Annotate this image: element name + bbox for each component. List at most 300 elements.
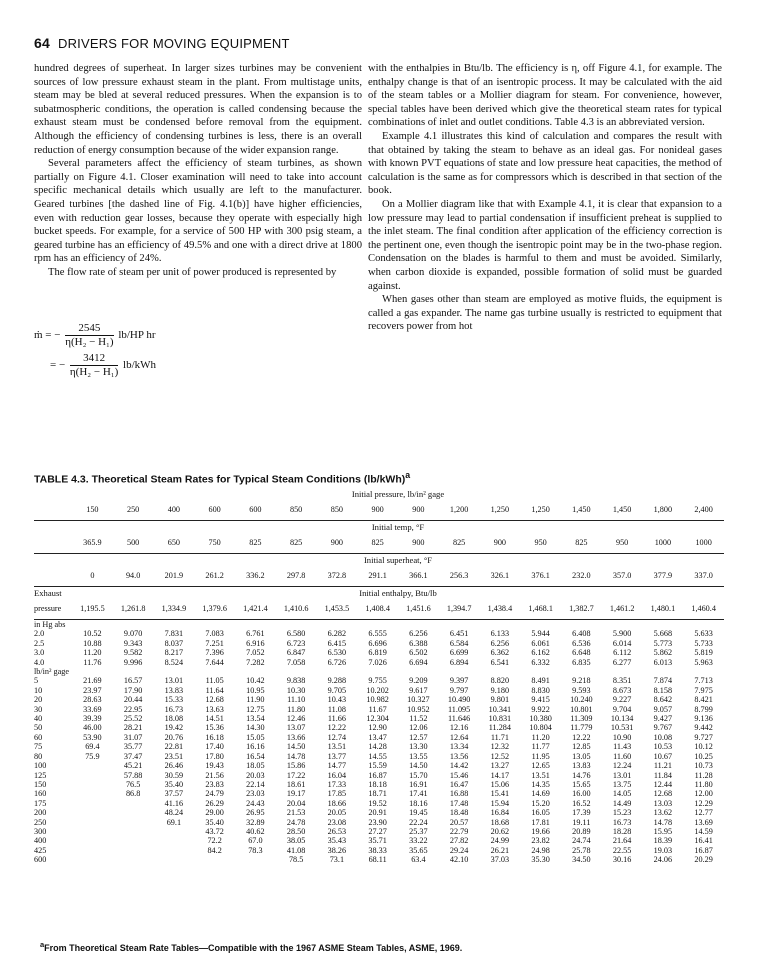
- steam-rate-cell: 28.63: [83, 695, 102, 705]
- temp-cell: 825: [289, 538, 303, 548]
- equation-lb-per-hp: [34, 322, 156, 349]
- steam-rate-cell: 10.804: [529, 723, 552, 733]
- steam-rate-cell: 19.42: [164, 723, 184, 733]
- footnote-mark: a: [40, 940, 45, 949]
- footnote-text: From Theoretical Steam Rate Tables—Compatible with the 1967 ASME Steam Tables, ASME, 1969.: [44, 943, 463, 953]
- enthalpy-cell: 1,408.4: [365, 604, 390, 614]
- table-row: [34, 686, 724, 695]
- steam-rate-cell: 14.50: [409, 761, 428, 771]
- steam-rate-cell: 11.66: [327, 714, 346, 724]
- steam-rate-cell: 9.442: [694, 723, 713, 733]
- temp-cell: 825: [575, 538, 588, 548]
- table-row: [34, 780, 724, 789]
- steam-rate-cell: 41.08: [286, 845, 306, 855]
- steam-rate-cell: 15.46: [449, 770, 469, 780]
- steam-rate-table: [34, 488, 724, 865]
- steam-rate-cell: 16.57: [123, 676, 143, 686]
- steam-rate-cell: 17.81: [531, 817, 550, 827]
- exhaust-pressure: 125: [34, 770, 47, 780]
- exhaust-pressure: 250: [34, 817, 47, 827]
- steam-rate-cell: 18.05: [246, 761, 265, 771]
- steam-rate-cell: 15.70: [409, 770, 428, 780]
- steam-rate-cell: 12.74: [327, 732, 347, 742]
- steam-rate-cell: 6.894: [449, 657, 469, 667]
- equation-unit: lb/HP hr: [118, 329, 156, 342]
- steam-rate-cell: 15.05: [246, 732, 265, 742]
- steam-rate-cell: 23.08: [327, 817, 347, 827]
- steam-rate-cell: 10.53: [653, 742, 673, 752]
- steam-rate-cell: 9.705: [327, 685, 347, 695]
- pressure-cell: 900: [371, 505, 384, 515]
- steam-rate-cell: 11.80: [694, 779, 713, 789]
- steam-rate-cell: 38.05: [286, 836, 306, 846]
- steam-rate-cell: 15.33: [164, 695, 184, 705]
- steam-rate-cell: 11.77: [531, 742, 550, 752]
- steam-rate-cell: 7.083: [205, 629, 224, 639]
- steam-rate-cell: 17.33: [327, 779, 347, 789]
- steam-rate-cell: 8.673: [612, 685, 632, 695]
- steam-rate-cell: 22.95: [123, 704, 143, 714]
- steam-rate-cell: 12.46: [286, 714, 306, 724]
- steam-rate-cell: 29.00: [205, 808, 224, 818]
- steam-rate-cell: 5.963: [694, 657, 713, 667]
- enthalpy-cell: 1,382.7: [569, 604, 594, 614]
- steam-rate-cell: 37.57: [164, 789, 184, 799]
- caption-enthalpy: Initial enthalpy, Btu/lb: [359, 588, 437, 599]
- steam-rate-cell: 41.16: [164, 798, 184, 808]
- steam-rate-cell: 27.27: [368, 826, 387, 836]
- steam-rate-cell: 19.17: [286, 789, 306, 799]
- exhaust-pressure: 80: [34, 751, 43, 761]
- steam-rate-cell: 6.696: [368, 638, 387, 648]
- steam-rate-cell: 7.874: [653, 676, 673, 686]
- steam-rate-cell: 18.28: [612, 826, 632, 836]
- steam-rate-cell: 7.058: [286, 657, 306, 667]
- steam-rate-cell: 39.39: [83, 714, 102, 724]
- steam-rate-cell: 9.838: [286, 676, 306, 686]
- steam-rate-cell: 11.20: [83, 648, 102, 658]
- temp-cell: 900: [412, 538, 425, 548]
- steam-rate-cell: 20.04: [286, 798, 306, 808]
- steam-rate-cell: 19.11: [572, 817, 591, 827]
- superheat-cell: 326.1: [490, 571, 510, 581]
- exhaust-pressure: 425: [34, 845, 47, 855]
- exhaust-pressure: 400: [34, 836, 47, 846]
- steam-rate-cell: 20.89: [572, 826, 591, 836]
- steam-rate-cell: 12.44: [653, 779, 673, 789]
- steam-rate-cell: 17.22: [286, 770, 306, 780]
- steam-rate-cell: 7.251: [205, 638, 224, 648]
- pressure-cell: 850: [289, 505, 303, 515]
- steam-rate-cell: 15.41: [490, 789, 510, 799]
- steam-rate-cell: 9.727: [694, 732, 713, 742]
- superheat-cell: 297.8: [286, 571, 306, 581]
- pressure-cell: 1,250: [531, 505, 550, 515]
- steam-rate-cell: 11.67: [368, 704, 387, 714]
- right-column: [368, 62, 722, 334]
- steam-rate-cell: 10.43: [327, 695, 347, 705]
- temp-cell: 365.9: [83, 538, 102, 548]
- steam-rate-cell: [72, 761, 113, 770]
- steam-rate-cell: 18.16: [409, 798, 428, 808]
- steam-rate-cell: 9.922: [531, 704, 550, 714]
- enthalpy-cell: 1,438.4: [487, 604, 513, 614]
- steam-rate-cell: 18.68: [490, 817, 510, 827]
- page-number: 64: [34, 35, 50, 51]
- steam-rate-cell: 6.726: [327, 657, 347, 667]
- steam-rate-cell: 7.831: [164, 629, 184, 639]
- steam-rate-cell: 38.33: [368, 845, 387, 855]
- steam-rate-cell: 14.49: [612, 798, 632, 808]
- steam-rate-cell: 14.35: [531, 779, 550, 789]
- table-row: [34, 658, 724, 667]
- caption-temp: Initial temp, °F: [371, 522, 425, 533]
- steam-rate-cell: 23.90: [368, 817, 387, 827]
- table-row: [34, 705, 724, 714]
- steam-rate-cell: 17.48: [449, 798, 469, 808]
- steam-rate-cell: 7.026: [368, 657, 387, 667]
- steam-rate-cell: 9.427: [653, 714, 673, 724]
- steam-rate-cell: [72, 846, 113, 855]
- steam-rate-cell: 18.71: [368, 789, 387, 799]
- superheat-cell: 366.1: [409, 571, 428, 581]
- temp-cell: 900: [330, 538, 344, 548]
- steam-rate-cell: 6.112: [613, 648, 632, 658]
- steam-rate-cell: 6.648: [572, 648, 591, 658]
- equation-lhs: ṁ = −: [34, 329, 61, 342]
- steam-rate-cell: [72, 836, 113, 845]
- superheat-cell: 94.0: [125, 571, 141, 581]
- steam-rate-cell: 9.797: [449, 685, 469, 695]
- enthalpy-cell: 1,421.4: [243, 604, 268, 614]
- steam-rate-cell: 11.71: [490, 732, 509, 742]
- steam-rate-cell: 31.07: [123, 732, 143, 742]
- steam-rate-cell: 9.227: [612, 695, 632, 705]
- steam-rate-cell: 9.218: [572, 676, 591, 686]
- steam-rate-cell: 6.502: [409, 648, 428, 658]
- steam-rate-cell: 11.28: [694, 770, 713, 780]
- steam-rate-cell: 17.80: [205, 751, 224, 761]
- steam-rate-cell: 8.524: [164, 657, 184, 667]
- steam-rate-cell: 10.73: [694, 761, 713, 771]
- pressure-cell: 900: [412, 505, 425, 515]
- steam-rate-cell: 9.801: [490, 695, 510, 705]
- steam-rate-cell: 11.95: [531, 751, 550, 761]
- steam-rate-cell: 14.77: [327, 761, 347, 771]
- table-row: [34, 846, 724, 855]
- numerator: 3412: [70, 352, 118, 366]
- steam-rate-cell: 17.90: [123, 685, 143, 695]
- pressure-cell: 600: [249, 505, 262, 515]
- steam-rate-cell: 20.76: [164, 732, 184, 742]
- steam-rate-cell: 16.73: [164, 704, 184, 714]
- enthalpy-cell: 1,453.5: [324, 604, 350, 614]
- steam-rate-cell: 14.05: [612, 789, 632, 799]
- table-row: [34, 808, 724, 817]
- temp-cell: 950: [615, 538, 629, 548]
- table-row: [34, 695, 724, 704]
- steam-rate-cell: 6.761: [246, 629, 265, 639]
- steam-rate-cell: 23.82: [531, 836, 550, 846]
- steam-rate-cell: 20.05: [327, 808, 347, 818]
- steam-rate-cell: [154, 855, 195, 864]
- table-row: [34, 771, 724, 780]
- exhaust-pressure: 150: [34, 779, 47, 789]
- paragraph: Example 4.1 illustrates this kind of calculation and compares the result with that obtained by taking the steam to behave as an ideal gas. For nonideal gases with known PVT equations of state and low pressure heat capacities, the method of calculation is the same as for compressors which is described in that section of the book.: [368, 130, 722, 197]
- steam-rate-cell: 24.06: [653, 855, 673, 865]
- steam-rate-cell: 9.057: [653, 704, 673, 714]
- steam-rate-cell: [113, 836, 154, 845]
- steam-rate-cell: 6.555: [368, 629, 387, 639]
- caption-pressure: Initial pressure, lb/in² gage: [351, 489, 445, 500]
- enthalpy-cell: 1,480.1: [650, 604, 676, 614]
- steam-rate-cell: 14.17: [490, 770, 510, 780]
- steam-rate-cell: [72, 789, 113, 798]
- steam-rate-cell: 12.64: [449, 732, 469, 742]
- steam-rate-cell: 15.95: [653, 826, 673, 836]
- steam-rate-cell: 6.415: [327, 638, 347, 648]
- steam-rate-cell: [72, 827, 113, 836]
- temp-cell: 950: [534, 538, 547, 548]
- exhaust-pressure: 75: [34, 742, 43, 752]
- steam-rate-cell: 13.62: [653, 808, 673, 818]
- steam-rate-cell: 8.037: [164, 638, 184, 648]
- steam-rate-cell: 13.83: [164, 685, 184, 695]
- steam-rate-cell: 8.421: [694, 695, 713, 705]
- steam-rate-cell: 8.491: [531, 676, 550, 686]
- table-row: [34, 818, 724, 827]
- steam-rate-cell: 6.133: [490, 629, 510, 639]
- steam-rate-cell: 9.136: [694, 714, 713, 724]
- denominator: η(H₂ − H₁): [65, 336, 114, 348]
- steam-rate-cell: 7.644: [205, 657, 224, 667]
- steam-rate-cell: 10.341: [488, 704, 512, 714]
- steam-rate-cell: 20.62: [490, 826, 510, 836]
- steam-rate-cell: 12.29: [694, 798, 713, 808]
- enthalpy-cell: 1,379.6: [202, 604, 227, 614]
- paragraph: On a Mollier diagram like that with Example 4.1, it is clear that expansion to a low pressure may lead to partial condensation if insufficient preheat is supplied to the inlet steam. The final condition after application of the efficiency correction is the pertinent one, even though the isentropic point may be in the two-phase region. Condensation on the blades is harmful to them and must be avoided. Similarly, when carbon dioxide is expanded, possible formation of solid must be guarded against.: [368, 198, 722, 292]
- steam-rate-cell: 9.617: [409, 685, 428, 695]
- steam-rate-cell: 33.22: [409, 836, 428, 846]
- steam-rate-cell: 10.327: [407, 695, 430, 705]
- running-title: DRIVERS FOR MOVING EQUIPMENT: [57, 36, 290, 51]
- steam-rate-cell: 15.36: [205, 723, 224, 733]
- temp-cell: 750: [208, 538, 221, 548]
- steam-rate-cell: 6.580: [286, 629, 306, 639]
- steam-rate-cell: 11.76: [83, 657, 102, 667]
- steam-rate-cell: 9.593: [572, 685, 591, 695]
- steam-rate-cell: 19.66: [531, 826, 550, 836]
- steam-rate-cell: 14.50: [286, 742, 306, 752]
- steam-rate-cell: 10.531: [610, 723, 634, 733]
- steam-rate-cell: 12.68: [205, 695, 224, 705]
- steam-rate-cell: 11.095: [448, 704, 471, 714]
- steam-rate-cell: 9.070: [123, 629, 143, 639]
- exhaust-pressure: 2.5: [34, 638, 45, 648]
- steam-rate-cell: 11.64: [205, 685, 224, 695]
- enthalpy-cell: 1,394.7: [446, 604, 472, 614]
- exhaust-pressure: 3.0: [34, 648, 45, 658]
- stub-empty: [34, 521, 72, 536]
- pressure-cell: 400: [167, 505, 181, 515]
- stub-empty: [34, 554, 72, 569]
- exhaust-pressure: 200: [34, 808, 47, 818]
- steam-rate-cell: 11.52: [409, 714, 428, 724]
- steam-rate-cell: 10.88: [83, 638, 102, 648]
- steam-rate-cell: 6.362: [490, 648, 510, 658]
- steam-rate-cell: 13.63: [205, 704, 224, 714]
- enthalpy-cell: 1,451.6: [406, 604, 431, 614]
- steam-rate-cell: 19.45: [409, 808, 428, 818]
- steam-rate-cell: 13.75: [612, 779, 632, 789]
- steam-rate-cell: 9.755: [368, 676, 387, 686]
- steam-rate-cell: 68.11: [368, 855, 387, 865]
- steam-rate-cell: 76.5: [125, 779, 141, 789]
- running-header: [34, 35, 290, 51]
- steam-rate-cell: 6.013: [653, 657, 673, 667]
- steam-rate-cell: 10.982: [366, 695, 389, 705]
- steam-rate-cell: 43.72: [205, 826, 224, 836]
- steam-rate-cell: 10.952: [407, 704, 430, 714]
- pressure-cell: 150: [86, 505, 99, 515]
- steam-rate-cell: 9.582: [123, 648, 143, 658]
- steam-rate-cell: 35.40: [164, 779, 184, 789]
- steam-rate-cell: 16.88: [449, 789, 469, 799]
- superheat-cell: 357.0: [612, 571, 632, 581]
- steam-rate-cell: [113, 808, 154, 817]
- paragraph: The flow rate of steam per unit of power produced is represented by: [48, 266, 337, 278]
- enthalpy-cell: 1,334.9: [161, 604, 187, 614]
- steam-rate-cell: 6.451: [449, 629, 469, 639]
- stub-pressure: pressure: [34, 604, 62, 614]
- steam-rate-cell: 17.40: [205, 742, 224, 752]
- fraction: [70, 352, 118, 379]
- steam-rate-cell: 18.61: [286, 779, 306, 789]
- steam-rate-cell: 6.277: [612, 657, 632, 667]
- steam-rate-cell: 10.12: [694, 742, 713, 752]
- steam-rate-cell: 13.54: [246, 714, 265, 724]
- steam-rate-cell: 28.50: [286, 826, 306, 836]
- steam-rate-cell: 6.694: [409, 657, 428, 667]
- pressure-cell: 1,250: [490, 505, 510, 515]
- steam-rate-cell: 15.23: [612, 808, 632, 818]
- steam-rate-cell: 5.900: [612, 629, 632, 639]
- temp-cell: 1000: [695, 538, 712, 548]
- table-title: [34, 470, 410, 486]
- steam-rate-cell: [72, 799, 113, 808]
- steam-rate-cell: 11.284: [488, 723, 511, 733]
- steam-rate-cell: 24.74: [572, 836, 591, 846]
- exhaust-pressure: 50: [34, 723, 43, 733]
- steam-rate-cell: 23.03: [246, 789, 265, 799]
- table-row: [34, 761, 724, 770]
- steam-rate-cell: 10.801: [570, 704, 593, 714]
- steam-rate-cell: 23.51: [164, 751, 184, 761]
- steam-rate-cell: 7.975: [694, 685, 713, 695]
- steam-rate-cell: 34.50: [572, 855, 591, 865]
- steam-rate-cell: 13.69: [694, 817, 713, 827]
- steam-rate-cell: 63.4: [411, 855, 426, 865]
- steam-rate-cell: 16.18: [205, 732, 224, 742]
- steam-rate-cell: 14.28: [368, 742, 387, 752]
- steam-rate-cell: 24.43: [246, 798, 265, 808]
- table-row: [34, 733, 724, 742]
- steam-rate-cell: 35.65: [409, 845, 428, 855]
- steam-rate-cell: 19.03: [653, 845, 673, 855]
- pressure-cell: 1,450: [572, 505, 591, 515]
- steam-rate-cell: 13.01: [612, 770, 632, 780]
- steam-rate-cell: 42.10: [449, 855, 469, 865]
- steam-rate-cell: 6.388: [409, 638, 428, 648]
- steam-rate-cell: 12.24: [612, 761, 632, 771]
- steam-rate-cell: 12.52: [490, 751, 510, 761]
- steam-rate-cell: 12.06: [409, 723, 428, 733]
- steam-rate-cell: 11.90: [246, 695, 265, 705]
- steam-rate-cell: 11.10: [287, 695, 306, 705]
- steam-rate-cell: 13.30: [409, 742, 428, 752]
- steam-rate-cell: 24.98: [531, 845, 550, 855]
- steam-rate-cell: 13.47: [368, 732, 387, 742]
- pressure-cell: 850: [330, 505, 344, 515]
- steam-rate-cell: 13.66: [286, 732, 306, 742]
- steam-rate-cell: 35.40: [205, 817, 224, 827]
- steam-rate-cell: 12.68: [653, 789, 673, 799]
- steam-rate-cell: 20.29: [694, 855, 713, 865]
- steam-rate-cell: 12.90: [368, 723, 387, 733]
- steam-rate-cell: [113, 827, 154, 836]
- paragraph: When gases other than steam are employed as motive fluids, the equipment is called a gas expander. The name gas turbine usually is restricted to equipment that recovers power from hot: [368, 294, 722, 333]
- steam-rate-cell: 13.34: [449, 742, 469, 752]
- steam-rate-cell: 37.47: [123, 751, 143, 761]
- steam-rate-cell: 21.56: [205, 770, 224, 780]
- caption-superheat: Initial superheat, °F: [363, 555, 433, 566]
- steam-rate-cell: 16.05: [531, 808, 550, 818]
- equation-lhs: = −: [50, 359, 66, 372]
- steam-rate-cell: 27.82: [449, 836, 469, 846]
- steam-rate-cell: 29.24: [449, 845, 469, 855]
- steam-rate-cell: 78.3: [248, 845, 263, 855]
- superheat-cell: 336.2: [246, 571, 265, 581]
- steam-rate-cell: 12.85: [572, 742, 591, 752]
- steam-rate-cell: 7.713: [694, 676, 713, 686]
- stub-empty: [34, 568, 72, 584]
- steam-rate-cell: 26.53: [327, 826, 347, 836]
- steam-rate-cell: 8.830: [531, 685, 550, 695]
- temp-cell: 900: [493, 538, 507, 548]
- steam-rate-cell: 6.847: [286, 648, 306, 658]
- steam-rate-cell: 69.1: [166, 817, 182, 827]
- table-row: [34, 855, 724, 864]
- steam-rate-cell: 11.21: [653, 761, 672, 771]
- steam-rate-cell: [235, 855, 276, 864]
- steam-rate-cell: 6.536: [572, 638, 591, 648]
- steam-rate-cell: 19.52: [368, 798, 387, 808]
- exhaust-pressure: 30: [34, 704, 43, 714]
- table-row: [34, 742, 724, 751]
- steam-rate-cell: 6.256: [490, 638, 510, 648]
- steam-rate-cell: 10.67: [653, 751, 673, 761]
- steam-rate-cell: 9.209: [409, 676, 428, 686]
- steam-rate-cell: 25.52: [123, 714, 143, 724]
- steam-rate-cell: 10.52: [83, 629, 102, 639]
- steam-rate-cell: 10.25: [694, 751, 713, 761]
- footnote-mark: a: [405, 470, 411, 480]
- enthalpy-cell: 1,460.4: [691, 604, 716, 614]
- steam-rate-cell: 5.819: [694, 648, 713, 658]
- steam-rate-cell: 24.79: [205, 789, 224, 799]
- steam-rate-cell: 12.00: [694, 789, 713, 799]
- steam-rate-cell: 10.08: [653, 732, 673, 742]
